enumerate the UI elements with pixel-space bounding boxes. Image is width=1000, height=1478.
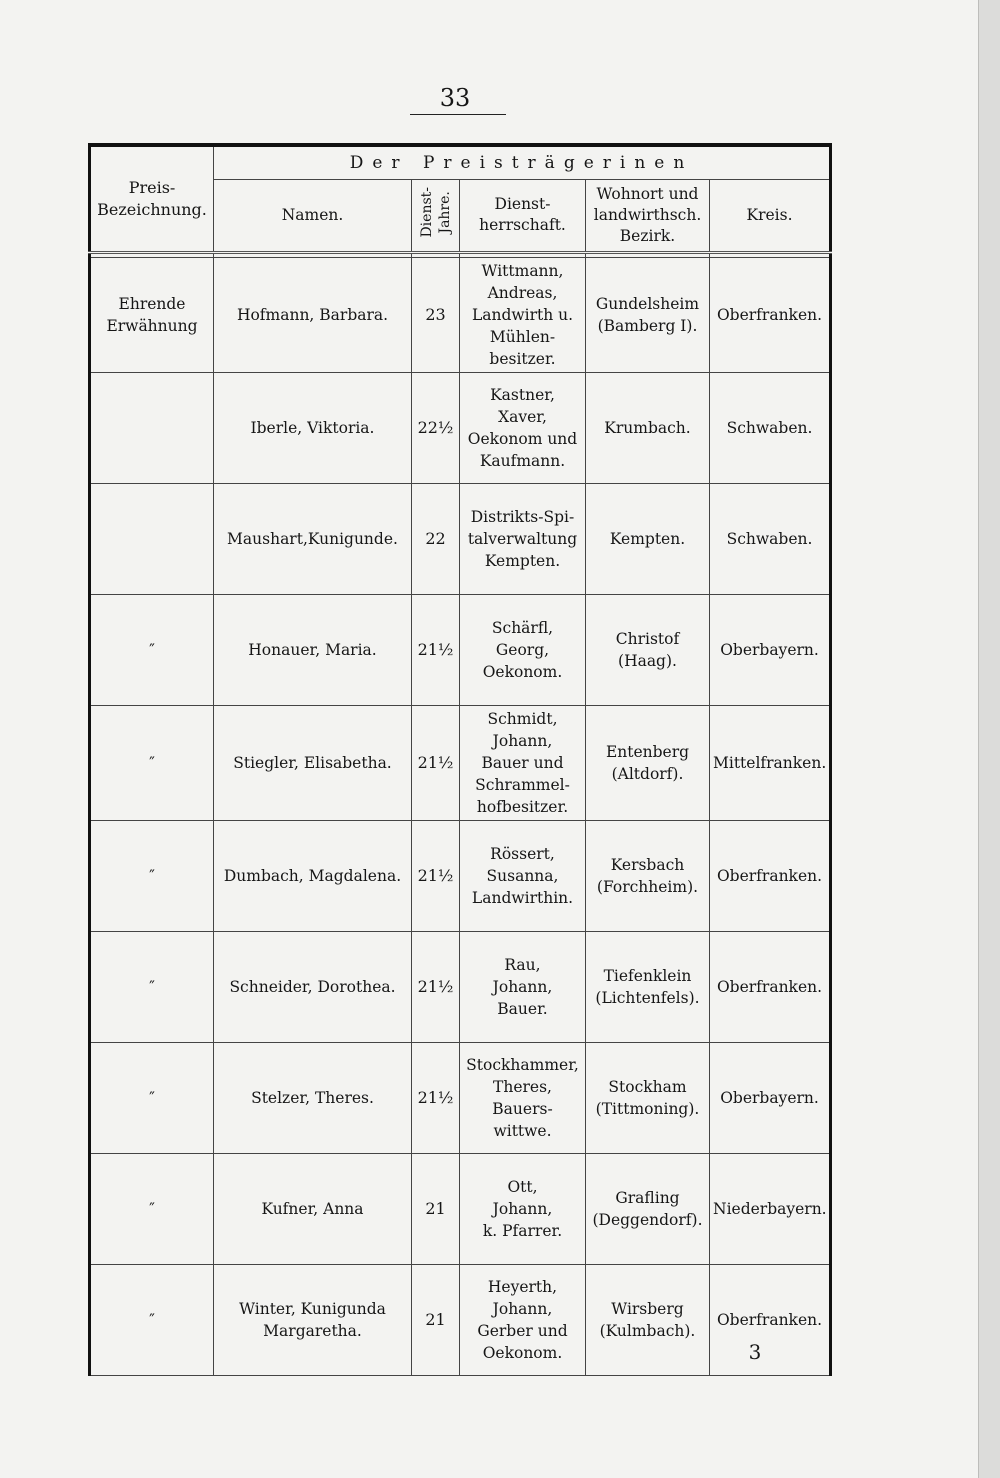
years-cell	[412, 706, 460, 821]
prize-cell	[90, 1043, 214, 1154]
years-cell-text: 21½	[417, 753, 454, 772]
district-cell	[710, 1043, 831, 1154]
employer-cell-text: Ott, Johann, k. Pfarrer.	[482, 1178, 563, 1240]
years-cell-text: 21½	[417, 977, 454, 996]
table-row	[90, 595, 831, 706]
employer-cell	[460, 484, 586, 595]
prize-cell-text: ″	[149, 1311, 155, 1329]
name-cell	[214, 595, 412, 706]
district-cell	[710, 373, 831, 484]
prize-cell	[90, 932, 214, 1043]
table-row	[90, 932, 831, 1043]
years-cell-text: 22	[425, 529, 446, 548]
prize-cell	[90, 1154, 214, 1265]
residence-cell-text: Kempten.	[609, 530, 686, 548]
district-cell	[710, 1154, 831, 1265]
name-cell	[214, 1154, 412, 1265]
table-row	[90, 1043, 831, 1154]
years-cell	[412, 373, 460, 484]
employer-cell-text: Kastner, Xaver, Oekonom und Kaufmann.	[467, 386, 578, 470]
district-cell-text: Schwaben.	[726, 419, 813, 437]
prize-cell	[90, 373, 214, 484]
district-cell-text: Niederbayern.	[713, 1200, 827, 1218]
name-cell-text: Hofmann, Barbara.	[236, 306, 389, 324]
district-cell-text: Oberfranken.	[716, 1311, 823, 1329]
name-cell-text: Honauer, Maria.	[248, 641, 377, 659]
name-cell	[214, 706, 412, 821]
employer-cell-text: Schmidt, Johann, Bauer und Schrammel- hofbesitzer.	[475, 710, 570, 816]
prize-winners-table	[88, 143, 832, 1376]
name-cell-text: Kufner, Anna	[261, 1200, 364, 1218]
employer-cell-text: Stockhammer, Theres, Bauers- wittwe.	[466, 1056, 579, 1140]
name-cell	[214, 1043, 412, 1154]
employer-cell	[460, 932, 586, 1043]
years-cell-text: 21	[425, 1310, 446, 1329]
years-cell	[412, 1265, 460, 1376]
table-row	[90, 1154, 831, 1265]
name-cell-text: Winter, Kunigunda Margaretha.	[239, 1300, 386, 1340]
prize-cell	[90, 258, 214, 373]
prize-cell	[90, 484, 214, 595]
years-cell-text: 21½	[417, 866, 454, 885]
prize-cell-text: ″	[149, 867, 155, 885]
prize-cell-text: ″	[149, 1200, 155, 1218]
years-cell	[412, 484, 460, 595]
district-cell	[710, 706, 831, 821]
name-cell	[214, 258, 412, 373]
employer-cell	[460, 1154, 586, 1265]
years-cell	[412, 595, 460, 706]
header-names: Namen.	[214, 179, 412, 252]
residence-cell	[586, 595, 710, 706]
header-years-of-service: Dienst- Jahre.	[412, 179, 460, 252]
residence-cell	[586, 1043, 710, 1154]
header-employer: Dienst- herrschaft.	[460, 179, 586, 252]
years-cell	[412, 1043, 460, 1154]
district-cell-text: Oberfranken.	[716, 306, 823, 324]
residence-cell	[586, 1154, 710, 1265]
residence-cell	[586, 373, 710, 484]
name-cell-text: Dumbach, Magdalena.	[223, 867, 402, 885]
employer-cell	[460, 1043, 586, 1154]
name-cell-text: Maushart,Kunigunde.	[227, 530, 398, 548]
header-prize-winners: Der Preisträgerinen	[214, 145, 831, 179]
name-cell	[214, 821, 412, 932]
district-cell	[710, 484, 831, 595]
district-cell-text: Oberfranken.	[716, 978, 823, 996]
residence-cell-text: Kersbach (Forchheim).	[596, 856, 699, 896]
district-cell-text: Oberbayern.	[720, 1089, 819, 1107]
employer-cell	[460, 1265, 586, 1376]
residence-cell-text: Wirsberg (Kulmbach).	[599, 1300, 696, 1340]
years-cell-text: 22½	[417, 418, 454, 437]
residence-cell-text: Entenberg (Altdorf).	[605, 743, 690, 783]
page-number-rule	[410, 114, 506, 115]
table-row	[90, 258, 831, 373]
residence-cell	[586, 706, 710, 821]
name-cell	[214, 484, 412, 595]
employer-cell-text: Wittmann, Andreas, Landwirth u. Mühlen- besitzer.	[471, 262, 574, 368]
district-cell-text: Schwaben.	[726, 530, 813, 548]
name-cell-text: Stelzer, Theres.	[251, 1089, 374, 1107]
district-cell	[710, 821, 831, 932]
district-cell	[710, 595, 831, 706]
residence-cell-text: Stockham (Tittmoning).	[595, 1078, 700, 1118]
header-residence: Wohnort und landwirthsch. Bezirk.	[586, 179, 710, 252]
table-row	[90, 706, 831, 821]
employer-cell	[460, 373, 586, 484]
residence-cell	[586, 258, 710, 373]
prize-cell	[90, 1265, 214, 1376]
name-cell	[214, 932, 412, 1043]
prize-cell-text: Ehrende Erwähnung	[106, 295, 198, 335]
residence-cell	[586, 932, 710, 1043]
years-cell-text: 21½	[417, 1088, 454, 1107]
employer-cell-text: Distrikts-Spi- talverwaltung Kempten.	[467, 508, 578, 570]
header-prize-designation: Preis- Bezeichnung.	[90, 145, 214, 253]
years-cell-text: 21	[425, 1199, 446, 1218]
district-cell	[710, 932, 831, 1043]
name-cell-text: Schneider, Dorothea.	[229, 978, 396, 996]
name-cell-text: Iberle, Viktoria.	[250, 419, 375, 437]
signature-mark: 3	[748, 1340, 762, 1364]
name-cell-text: Stiegler, Elisabetha.	[233, 754, 392, 772]
residence-cell-text: Gundelsheim (Bamberg I).	[595, 295, 700, 335]
employer-cell	[460, 595, 586, 706]
residence-cell-text: Christof (Haag).	[615, 630, 680, 670]
years-cell	[412, 932, 460, 1043]
table-row	[90, 373, 831, 484]
prize-cell	[90, 821, 214, 932]
district-cell-text: Oberbayern.	[720, 641, 819, 659]
years-cell	[412, 821, 460, 932]
prize-cell-text: ″	[149, 641, 155, 659]
residence-cell-text: Krumbach.	[604, 419, 691, 437]
residence-cell	[586, 484, 710, 595]
years-cell-text: 21½	[417, 640, 454, 659]
years-cell	[412, 258, 460, 373]
prize-cell-text: ″	[149, 1089, 155, 1107]
table-row	[90, 1265, 831, 1376]
employer-cell-text: Schärfl, Georg, Oekonom.	[482, 619, 563, 681]
prize-cell-text: ″	[149, 978, 155, 996]
page-edge	[978, 0, 1000, 1478]
table-row	[90, 484, 831, 595]
name-cell	[214, 1265, 412, 1376]
table-body	[90, 258, 831, 1376]
residence-cell-text: Tiefenklein (Lichtenfels).	[595, 967, 700, 1007]
residence-cell	[586, 821, 710, 932]
employer-cell-text: Rössert, Susanna, Landwirthin.	[471, 845, 574, 907]
employer-cell	[460, 821, 586, 932]
residence-cell-text: Grafling (Deggendorf).	[592, 1189, 703, 1229]
table-row	[90, 821, 831, 932]
header-district: Kreis.	[710, 179, 831, 252]
prize-cell-text: ″	[149, 754, 155, 772]
prize-cell	[90, 706, 214, 821]
district-cell-text: Oberfranken.	[716, 867, 823, 885]
employer-cell	[460, 706, 586, 821]
district-cell-text: Mittelfranken.	[713, 754, 827, 772]
prize-cell	[90, 595, 214, 706]
residence-cell	[586, 1265, 710, 1376]
years-cell	[412, 1154, 460, 1265]
page-number: 33	[439, 84, 471, 112]
employer-cell-text: Heyerth, Johann, Gerber und Oekonom.	[477, 1278, 568, 1362]
employer-cell-text: Rau, Johann, Bauer.	[492, 956, 553, 1018]
name-cell	[214, 373, 412, 484]
district-cell	[710, 258, 831, 373]
employer-cell	[460, 258, 586, 373]
years-cell-text: 23	[425, 305, 446, 324]
